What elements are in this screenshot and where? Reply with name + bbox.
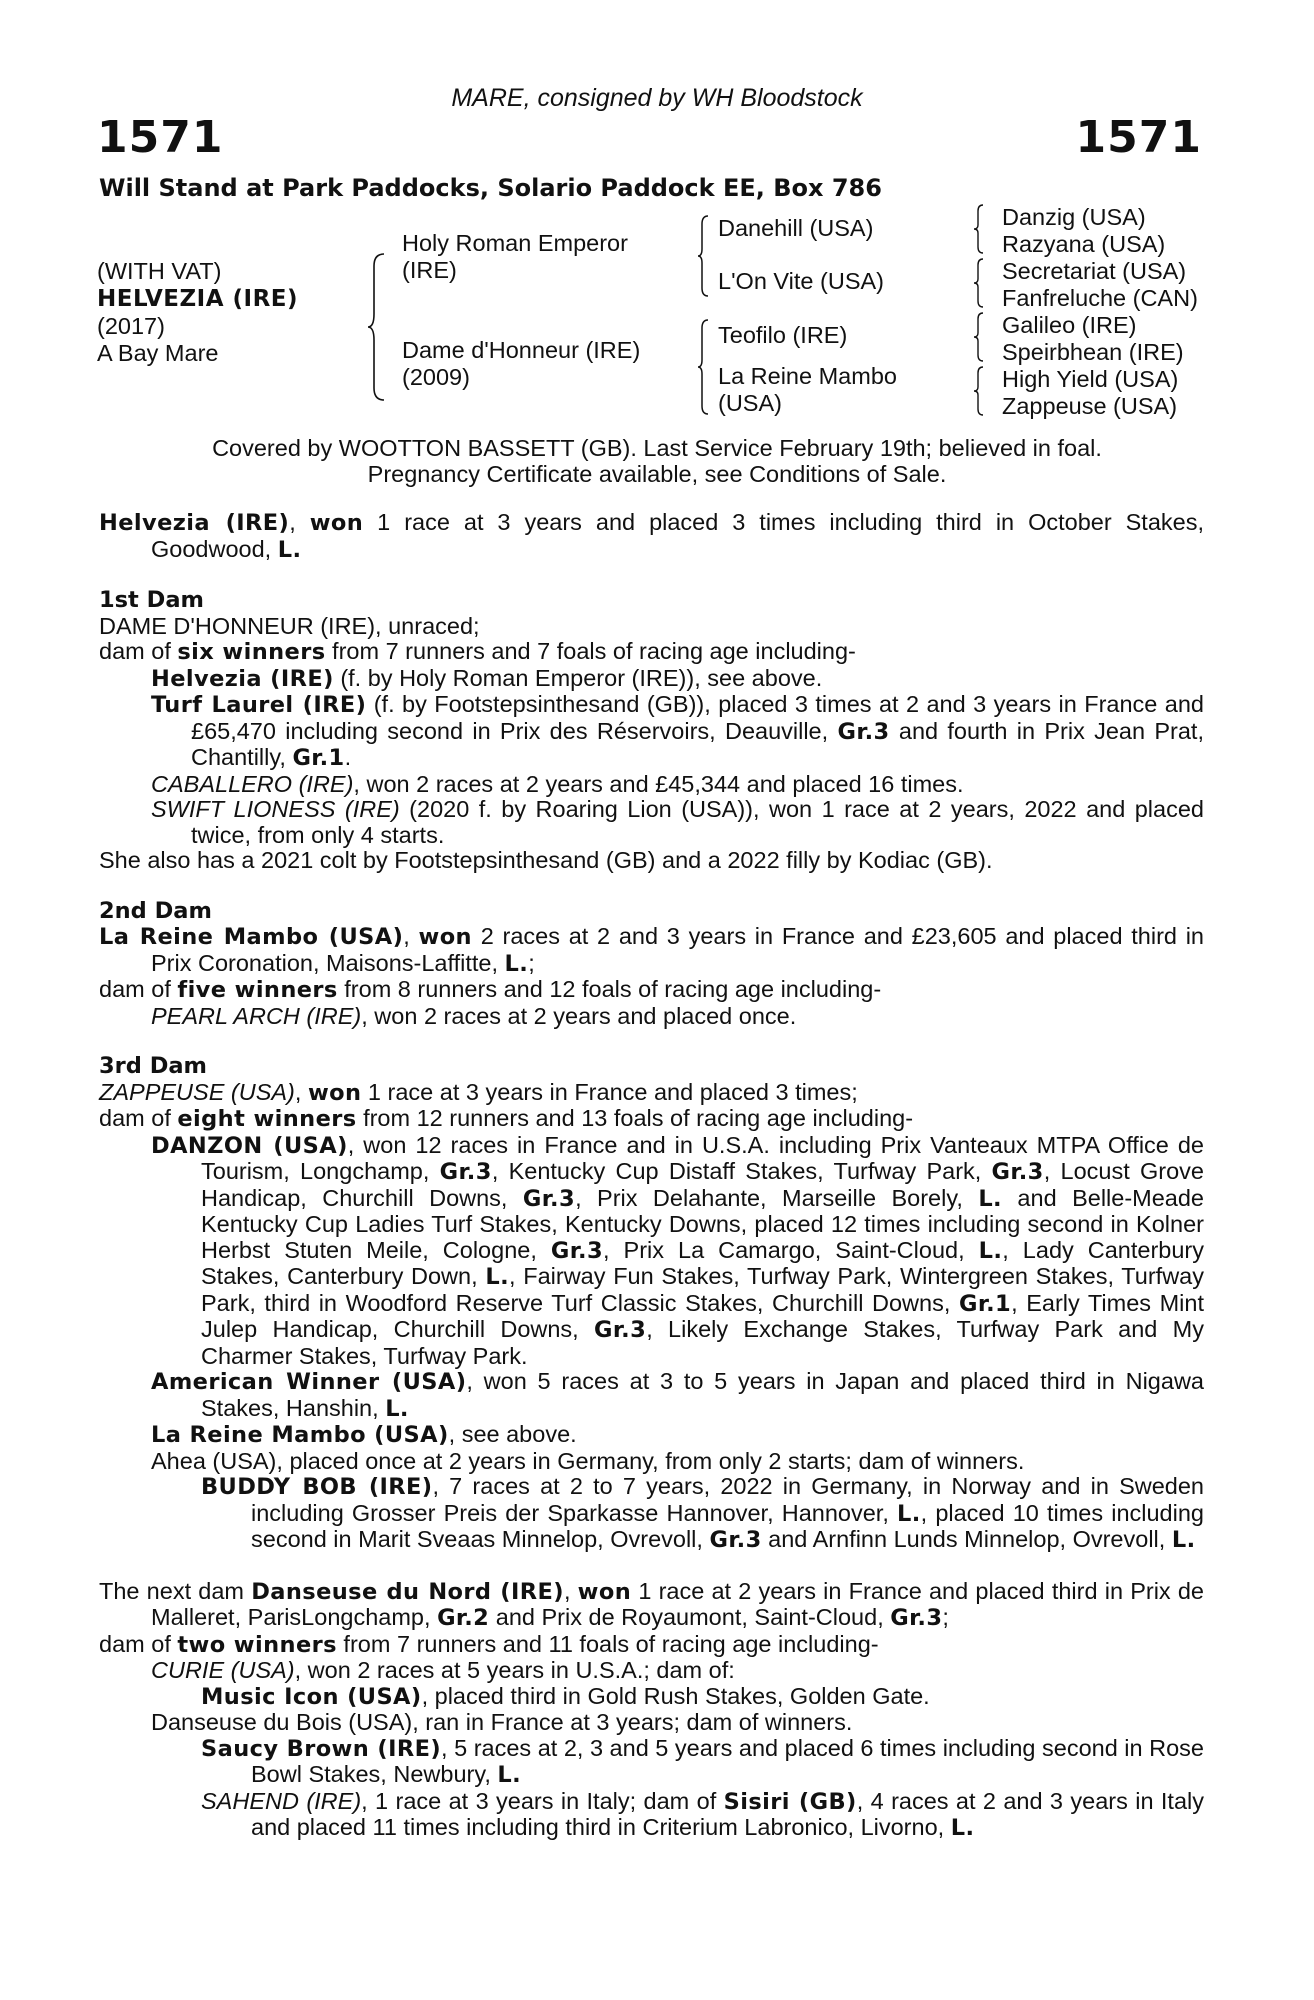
list-item: Saucy Brown (IRE), 5 races at 2, 3 and 5 years and placed 6 times including second in Rose Bowl Stakes, Newbury, L. [201,1734,1204,1788]
pedigree-dam-dam: La Reine Mambo (USA) [718,363,897,416]
horse-description: A Bay Mare [97,340,219,366]
first-dam-also: She also has a 2021 colt by Footstepsinthesand (GB) and a 2022 filly by Kodiac (GB). [99,847,993,873]
next-dam-line: The next dam Danseuse du Nord (IRE), won 1 race at 2 years in France and placed third in Prix de Malleret, ParisLongchamp, Gr.2 and Prix de Royaumont, Saint-Cloud, Gr.3; [99,1577,1204,1631]
list-item: American Winner (USA), won 5 races at 3 to 5 years in Japan and placed third in Nigawa Stakes, Hanshin, L. [151,1368,1204,1422]
pedigree-sire-dam: L'On Vite (USA) [718,268,885,294]
list-item: BUDDY BOB (IRE), 7 races at 2 to 7 years, 2022 in Germany, in Norway and in Sweden including Grosser Preis der Sparkasse Hannover, Hannover, L., placed 10 times including second in Marit Sveaas Minnelop, Ovrevoll, Gr.3 and Arnfinn Lunds Minnelop, Ovrevoll, L. [201,1473,1204,1553]
horse-year: (2017) [97,313,165,339]
stand-location: Will Stand at Park Paddocks, Solario Paddock EE, Box 786 [99,174,882,202]
second-dam-heading: 2nd Dam [99,897,212,924]
vat-label: (WITH VAT) [97,258,222,284]
first-dam-produce: dam of six winners from 7 runners and 7 foals of racing age including- [99,638,856,665]
list-item: SWIFT LIONESS (IRE) (2020 f. by Roaring Lion (USA)), won 1 race at 2 years, 2022 and placed twice, from only 4 starts. [151,796,1204,848]
list-item: CABALLERO (IRE), won 2 races at 2 years and £45,344 and placed 16 times. [151,770,964,797]
horse-summary: Helvezia (IRE), won 1 race at 3 years and placed 3 times including third in October Stakes, Goodwood, L. [99,509,1205,563]
third-dam-heading: 3rd Dam [99,1053,207,1079]
third-dam-produce: dam of eight winners from 12 runners and 13 foals of racing age including- [99,1105,914,1132]
pedigree-brace-g4-2 [972,257,986,309]
pedigree-brace-g4-1 [972,203,986,255]
consignment-line: MARE, consigned by WH Bloodstock [451,84,863,112]
list-item: Ahea (USA), placed once at 2 years in Germany, from only 2 starts; dam of winners. [151,1447,1025,1474]
list-item: DANZON (USA), won 12 races in France and in U.S.A. including Prix Vanteaux MTPA Office de Tourism, Longchamp, Gr.3, Kentucky Cup Distaff Stakes, Turfway Park, Gr.3, Locust Grove Handicap, Churchill Downs, Gr.3, Prix Delahante, Marseille Borely, L. and Belle-Meade Kentucky Cup Ladies Turf Stakes, Kentucky Downs, placed 12 times including second in Kolner Herbst Stuten Meile, Cologne, Gr.3, Prix La Camargo, Saint-Cloud, L., Lady Canterbury Stakes, Canterbury Down, L., Fairway Fun Stakes, Turfway Park, Wintergreen Stakes, Turfway Park, third in Woodford Reserve Turf Classic Stakes, Churchill Downs, Gr.1, Early Times Mint Julep Handicap, Churchill Downs, Gr.3, Likely Exchange Stakes, Turfway Park and My Charmer Stakes, Turfway Park. [151,1131,1205,1369]
list-item: Helvezia (IRE) (f. by Holy Roman Emperor (IRE)), see above. [151,664,823,692]
second-dam-produce: dam of five winners from 8 runners and 12 foals of racing age including- [99,976,882,1003]
produce-record [99,510,1204,1842]
first-dam-line: DAME D'HONNEUR (IRE), unraced; [99,612,480,639]
pedigree-sire: Holy Roman Emperor (IRE) [402,230,628,283]
pedigree-brace-dam [696,318,712,416]
third-dam-line: ZAPPEUSE (USA), won 1 race at 3 years in France and placed 3 times; [99,1078,858,1106]
first-dam-heading: 1st Dam [99,587,204,613]
pedigree-dam-sire: Teofilo (IRE) [718,322,848,348]
list-item: Music Icon (USA), placed third in Gold Rush Stakes, Golden Gate. [201,1682,930,1710]
horse-name: HELVEZIA (IRE) [97,286,299,312]
lot-number-left: 1571 [97,112,224,163]
pedigree-brace-sire [696,214,712,298]
lot-number-right: 1571 [1075,112,1202,163]
pedigree-brace-g4-3 [972,311,986,363]
list-item: Turf Laurel (IRE) (f. by Footstepsinthesand (GB)), placed 3 times at 2 and 3 years in France and £65,470 including second in Prix des Réservoirs, Deauville, Gr.3 and fourth in Prix Jean Prat, Chantilly, Gr.1. [151,691,1204,771]
list-item: SAHEND (IRE), 1 race at 3 years in Italy; dam of Sisiri (GB), 4 races at 2 and 3 years in Italy and placed 11 times including third in Criterium Labronico, Livorno, L. [201,1787,1204,1841]
list-item: La Reine Mambo (USA), see above. [151,1421,577,1448]
list-item: PEARL ARCH (IRE), won 2 races at 2 years and placed once. [151,1002,797,1029]
pedigree-dam: Dame d'Honneur (IRE) (2009) [402,337,641,390]
pedigree-brace-g4-4 [972,365,986,417]
horse-identity [97,258,298,367]
covered-notice: Covered by WOOTTON BASSETT (GB). Last Service February 19th; believed in foal. Pregnancy Certificate available, see Conditions of Sale. [212,435,1102,487]
list-item: CURIE (USA), won 2 races at 5 years in U.S.A.; dam of: [151,1657,735,1683]
next-dam-produce: dam of two winners from 7 runners and 11 foals of racing age including- [99,1630,879,1658]
pedigree-sire-sire: Danehill (USA) [718,215,874,241]
pedigree-gen4: Danzig (USA) Razyana (USA) Secretariat (USA) Fanfreluche (CAN) Galileo (IRE) Speirbhean (IRE) High Yield (USA) Zappeuse (USA) [1002,204,1198,419]
second-dam-line: La Reine Mambo (USA), won 2 races at 2 and 3 years in France and £23,605 and placed third in Prix Coronation, Maisons-Laffitte, L.; [99,923,1204,977]
pedigree-brace-main [366,252,390,402]
list-item: Danseuse du Bois (USA), ran in France at 3 years; dam of winners. [151,1709,853,1735]
